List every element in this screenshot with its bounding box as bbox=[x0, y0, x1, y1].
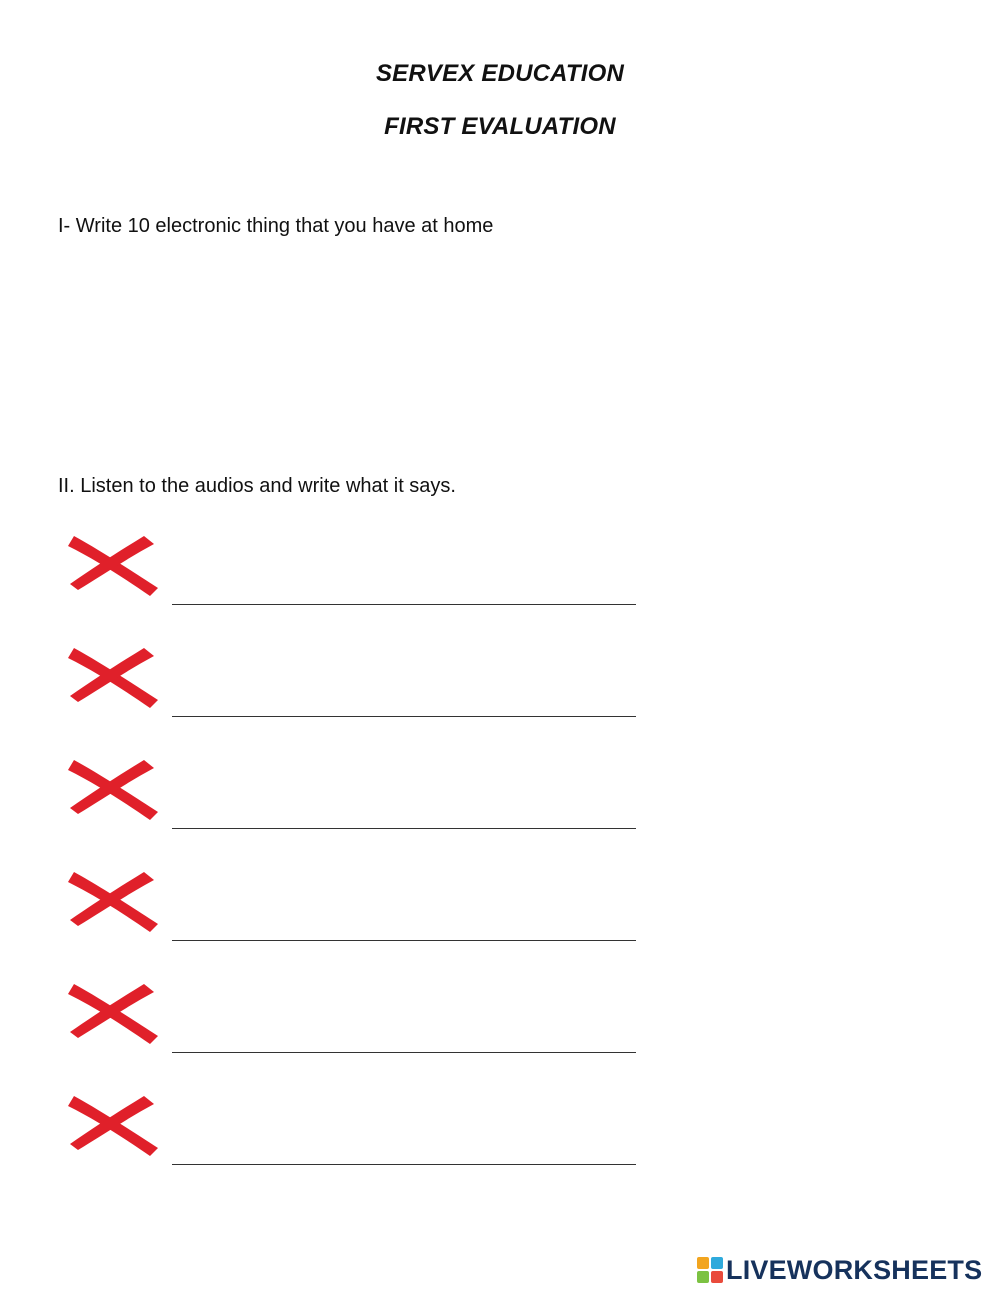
audio-item bbox=[66, 978, 646, 1064]
answer-line[interactable] bbox=[172, 1164, 636, 1165]
worksheet-title: SERVEX EDUCATION bbox=[375, 60, 625, 87]
answer-line[interactable] bbox=[172, 940, 636, 941]
liveworksheets-brand bbox=[697, 1253, 982, 1287]
worksheet-subtitle: FIRST EVALUATION bbox=[384, 113, 616, 140]
liveworksheets-logo-icon bbox=[697, 1257, 723, 1283]
red-x-icon[interactable] bbox=[66, 866, 162, 934]
red-x-icon[interactable] bbox=[66, 978, 162, 1046]
answer-line[interactable] bbox=[172, 604, 636, 605]
answer-line[interactable] bbox=[172, 716, 636, 717]
audio-item bbox=[66, 866, 646, 952]
audio-item bbox=[66, 754, 646, 840]
section-2-instruction: II. Listen to the audios and write what it says. bbox=[58, 475, 456, 497]
answer-line[interactable] bbox=[172, 828, 636, 829]
red-x-icon[interactable] bbox=[66, 754, 162, 822]
audio-item bbox=[66, 530, 646, 616]
section-1-instruction: I- Write 10 electronic thing that you have at home bbox=[58, 215, 494, 237]
audio-item bbox=[66, 1090, 646, 1176]
answer-line[interactable] bbox=[172, 1052, 636, 1053]
red-x-icon[interactable] bbox=[66, 530, 162, 598]
audio-item bbox=[66, 642, 646, 728]
brand-name: LIVEWORKSHEETS bbox=[726, 1254, 983, 1285]
red-x-icon[interactable] bbox=[66, 1090, 162, 1158]
red-x-icon[interactable] bbox=[66, 642, 162, 710]
